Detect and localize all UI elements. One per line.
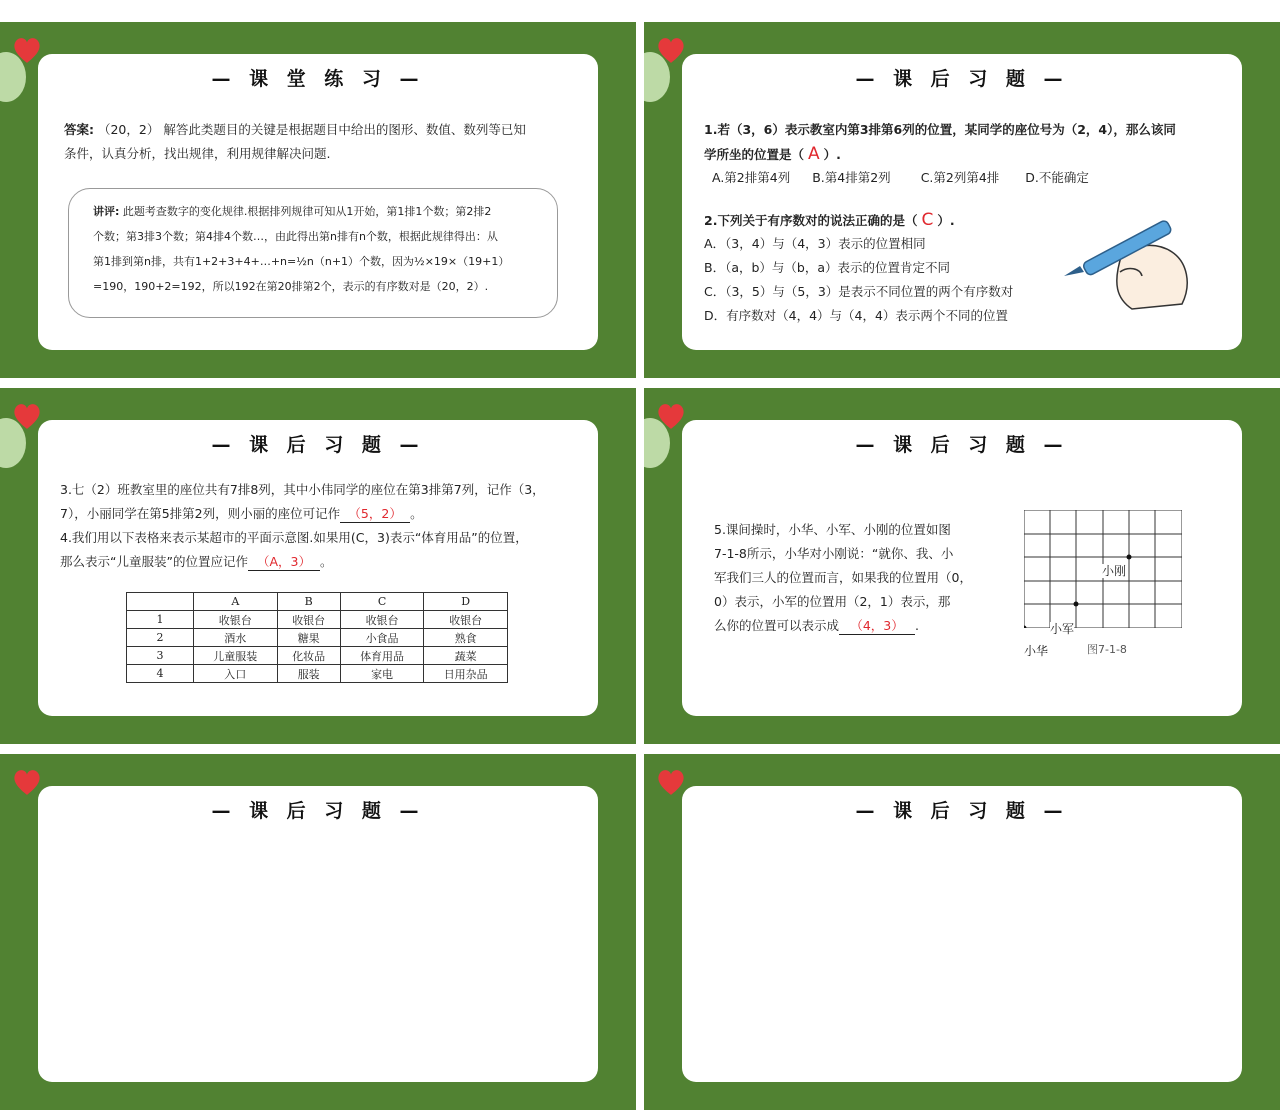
table-cell: 熟食 <box>424 629 508 647</box>
table-cell: 收银台 <box>277 611 340 629</box>
hand-pen-icon <box>1062 214 1202 314</box>
label-xiaohua: 小华 <box>1024 644 1049 658</box>
table-cell: 4 <box>127 665 194 683</box>
question-text: 那么表示“儿童服装”的位置应记作 <box>60 554 248 569</box>
question-text: 学所坐的位置是（ <box>704 147 805 162</box>
option: B.第4排第2列 <box>812 170 891 185</box>
comment-box <box>68 188 558 318</box>
answer-blank: （5，2） <box>340 506 410 523</box>
answer-mark: A <box>808 144 820 164</box>
slide-title: — 课 堂 练 习 — <box>211 68 425 90</box>
question-3 <box>60 478 585 526</box>
option: D．有序数对（4，4）与（4，4）表示两个不同的位置 <box>704 308 1008 323</box>
slide-card <box>682 786 1242 1082</box>
slide-thumbnail-4[interactable] <box>644 388 1280 744</box>
question-text: 。 <box>410 506 423 521</box>
comment-line: 此题考查数字的变化规律.根据排列规律可知从1开始，第1排1个数；第2排2 <box>122 205 492 218</box>
option: A.第2排第4列 <box>712 170 791 185</box>
option: A．（3，4）与（4，3）表示的位置相同 <box>704 236 926 251</box>
question-text: 1.若（3，6）表示教室内第3排第6列的位置，某同学的座位号为（2，4），那么该同 <box>704 122 1176 137</box>
table-header: C <box>340 593 424 611</box>
answer-paragraph <box>64 118 574 166</box>
question-text: 3.七（2）班教室里的座位共有7排8列，其中小伟同学的座位在第3排第7列，记作（3， <box>60 482 545 497</box>
label-xiaojun: 小军 <box>1050 622 1075 636</box>
option: D.不能确定 <box>1025 170 1089 185</box>
answer-text-line2: 条件，认真分析，找出规律，利用规律解决问题. <box>64 146 331 161</box>
answer-blank: （A，3） <box>248 554 320 571</box>
table-cell: 收银台 <box>194 611 278 629</box>
answer-label: 答案: <box>64 122 94 137</box>
question-text: ）. <box>937 213 955 228</box>
slide-thumbnail-3[interactable] <box>0 388 636 744</box>
slide-title: — 课 后 习 题 — <box>211 800 425 822</box>
slide-card <box>682 420 1242 716</box>
table-cell: 收银台 <box>424 611 508 629</box>
comment-line: =190，190+2=192，所以192在第20排第2个，表示的有序数对是（20，2）. <box>93 280 489 293</box>
label-xiaogang: 小刚 <box>1102 564 1127 578</box>
table-cell: 日用杂品 <box>424 665 508 683</box>
slide-title: — 课 后 习 题 — <box>855 68 1069 90</box>
table-cell: 蔬菜 <box>424 647 508 665</box>
slide-thumbnail-5[interactable] <box>0 754 636 1110</box>
figure-caption: 图7-1-8 <box>1087 643 1127 656</box>
point-xiaohua <box>1024 626 1027 629</box>
comment-label: 讲评: <box>93 205 120 218</box>
question-text: 么你的位置可以表示成 <box>714 618 840 633</box>
question-text: 军我们三人的位置而言，如果我的位置用（0， <box>714 570 972 585</box>
question-text: 5.课间操时，小华、小军、小刚的位置如图 <box>714 522 951 537</box>
table-cell: 体育用品 <box>340 647 424 665</box>
slide-card <box>38 54 598 350</box>
question-4 <box>60 526 585 574</box>
slide-thumbnail-1[interactable] <box>0 22 636 378</box>
question-text: . <box>915 618 919 633</box>
question-2-options <box>704 232 1064 328</box>
question-1-options <box>712 166 1132 190</box>
slide-title: — 课 后 习 题 — <box>211 434 425 456</box>
question-text: 4.我们用以下表格来表示某超市的平面示意图.如果用(C，3)表示“体育用品”的位置， <box>60 530 528 545</box>
question-text: 7-1-8所示，小华对小刚说：“就你、我、小 <box>714 546 954 561</box>
table-row <box>127 629 508 647</box>
table-cell: 入口 <box>194 665 278 683</box>
table-cell: 2 <box>127 629 194 647</box>
table-cell: 糖果 <box>277 629 340 647</box>
table-row <box>127 611 508 629</box>
question-text: 。 <box>319 554 333 569</box>
question-1 <box>704 118 1224 167</box>
table-header-row <box>127 593 508 611</box>
table-header: A <box>194 593 278 611</box>
question-text: 7），小丽同学在第5排第2列，则小丽的座位可记作 <box>60 506 341 521</box>
comment-line: 个数；第3排3个数；第4排4个数…，由此得出第n排有n个数，根据此规律得出：从 <box>93 230 498 243</box>
answer-blank: （4，3） <box>839 618 915 635</box>
option: C．（3，5）与（5，3）是表示不同位置的两个有序数对 <box>704 284 1014 299</box>
table-cell: 家电 <box>340 665 424 683</box>
option: B．（a，b）与（b，a）表示的位置肯定不同 <box>704 260 951 275</box>
question-5 <box>714 518 994 638</box>
answer-mark: C <box>921 210 934 230</box>
table-cell: 小食品 <box>340 629 424 647</box>
slide-card <box>682 54 1242 350</box>
slide-title: — 课 后 习 题 — <box>855 800 1069 822</box>
table-row <box>127 647 508 665</box>
slide-card <box>38 786 598 1082</box>
table-header: D <box>424 593 508 611</box>
point-xiaogang <box>1127 555 1132 560</box>
table-cell: 化妆品 <box>277 647 340 665</box>
option: C.第2列第4排 <box>920 170 1000 185</box>
comment-line: 第1排到第n排，共有1+2+3+4+…+n=½n（n+1）个数，因为½×19×（19+1） <box>93 255 510 268</box>
question-text: 0）表示，小军的位置用（2，1）表示，那 <box>714 594 951 609</box>
answer-text: （20，2） 解答此类题目的关键是根据题目中给出的图形、数值、数列等已知 <box>97 122 526 137</box>
table-cell: 酒水 <box>194 629 278 647</box>
point-xiaojun <box>1074 602 1079 607</box>
table-header: B <box>277 593 340 611</box>
slide-title: — 课 后 习 题 — <box>855 434 1069 456</box>
table-cell: 儿童服装 <box>194 647 278 665</box>
question-text: ）. <box>823 147 841 162</box>
question-2 <box>704 208 1044 233</box>
supermarket-table <box>126 592 508 683</box>
slide-thumbnail-6[interactable] <box>644 754 1280 1110</box>
table-row <box>127 665 508 683</box>
slide-card <box>38 420 598 716</box>
slide-thumbnail-2[interactable] <box>644 22 1280 378</box>
table-cell: 3 <box>127 647 194 665</box>
table-header <box>127 593 194 611</box>
question-text: 2.下列关于有序数对的说法正确的是（ <box>704 213 918 228</box>
table-cell: 服装 <box>277 665 340 683</box>
table-cell: 收银台 <box>340 611 424 629</box>
table-cell: 1 <box>127 611 194 629</box>
